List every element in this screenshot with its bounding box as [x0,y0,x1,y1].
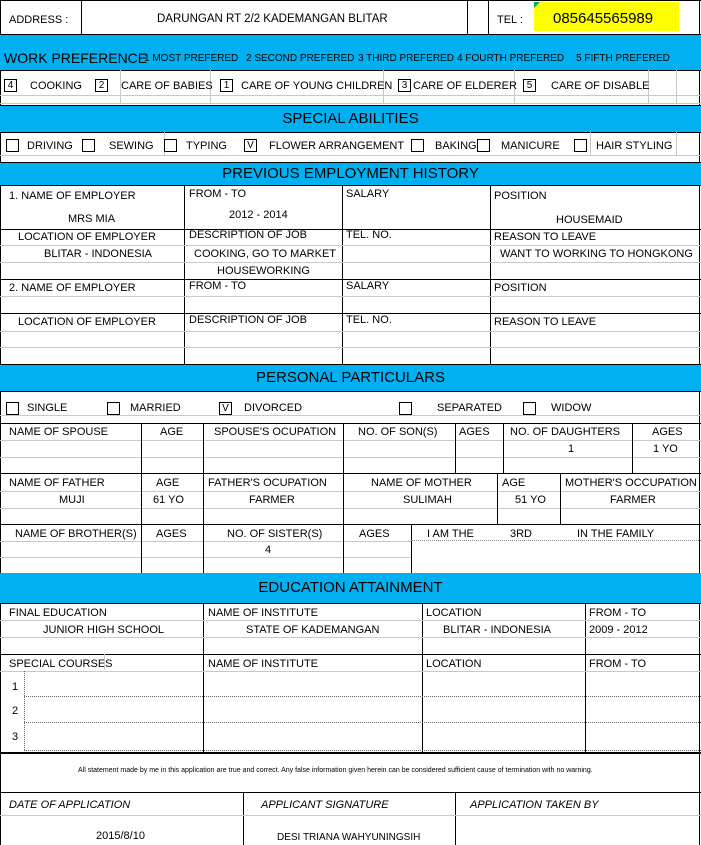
institute-label-1: NAME OF INSTITUTE [208,607,318,619]
description-value-1a[interactable]: COOKING, GO TO MARKET [194,248,337,260]
ability-check-typing[interactable] [164,139,177,152]
position-label-2: POSITION [494,282,547,294]
father-occ-label: FATHER'S OCUPATION [208,477,327,489]
mother-label: NAME OF MOTHER [371,477,472,489]
from-to-label-edu-2: FROM - TO [589,658,647,670]
salary-label-2: SALARY [346,280,390,292]
course-row-number-1: 1 [12,681,19,693]
status-label-married: MARRIED [130,402,181,414]
applicant-signature-label: APPLICANT SIGNATURE [261,799,389,811]
mother-age-label: AGE [502,477,526,489]
ability-label-typing: TYPING [186,140,227,152]
course-row-number-3: 3 [12,731,19,743]
ability-check-manicure[interactable] [477,139,490,152]
pref-label-babies: CARE OF BABIES [121,80,213,92]
location-label-1: LOCATION OF EMPLOYER [18,231,156,243]
reason-value-1[interactable]: WANT TO WORKING TO HONGKONG [500,248,693,260]
mother-occ-value[interactable]: FARMER [610,494,656,506]
tel-label: TEL : [497,14,523,26]
pref-label-disable: CARE OF DISABLE [551,80,650,92]
description-label-1: DESCRIPTION OF JOB [189,229,307,241]
employer1-label: 1. NAME OF EMPLOYER [9,190,136,202]
pref-label-cooking: COOKING [30,80,82,92]
status-check-married[interactable] [107,402,120,415]
i-am-the-label: I AM THE [427,528,474,540]
address-value[interactable]: DARUNGAN RT 2/2 KADEMANGAN BLITAR [157,13,388,25]
work-preference-title: WORK PREFERENCE [4,50,148,66]
status-label-single: SINGLE [27,402,68,414]
address-label: ADDRESS : [9,14,69,26]
ability-label-flower: FLOWER ARRANGEMENT [269,140,405,152]
father-label: NAME OF FATHER [9,477,105,489]
status-check-widow[interactable] [523,402,536,415]
spouse-label: NAME OF SPOUSE [9,426,109,438]
ability-check-hair[interactable] [574,139,587,152]
institute-value[interactable]: STATE OF KADEMANGAN [246,624,380,636]
work-pref-legend-5: 5 FIFTH PREFERED [576,53,670,64]
work-pref-legend-3: 3 THIRD PREFERED [358,53,454,64]
spouse-age-label: AGE [160,426,184,438]
location-label-edu-2: LOCATION [426,658,482,670]
sisters-value[interactable]: 4 [265,544,272,556]
tel-label-1: TEL. NO. [346,229,392,241]
position-label-1: POSITION [494,190,547,202]
final-education-label: FINAL EDUCATION [9,607,107,619]
from-to-label-2: FROM - TO [189,280,247,292]
work-pref-legend-2: 2 SECOND PREFERED [246,53,355,64]
location-value-edu[interactable]: BLITAR - INDONESIA [443,624,551,636]
employer2-label: 2. NAME OF EMPLOYER [9,282,136,294]
employer1-value[interactable]: MRS MIA [68,213,116,225]
mother-occ-label: MOTHER'S OCCUPATION [565,477,697,489]
location-label-2: LOCATION OF EMPLOYER [18,316,156,328]
status-check-divorced[interactable]: V [219,402,232,415]
from-to-label-edu-1: FROM - TO [589,607,647,619]
daughters-label: NO. OF DAUGHTERS [510,426,621,438]
declaration-statement: All statement made by me in this application are true and correct. Any false information given herein can be considered sufficient cause of termination with no warning. [78,767,593,774]
father-value[interactable]: MUJI [59,494,85,506]
mother-age-value[interactable]: 51 YO [515,494,546,506]
position-value-1[interactable]: HOUSEMAID [556,214,623,226]
pref-rank-young-children[interactable]: 1 [220,79,233,92]
daughters-ages-value[interactable]: 1 YO [653,443,678,455]
pref-rank-babies[interactable]: 2 [95,79,108,92]
personal-title: PERSONAL PARTICULARS [256,369,445,386]
sons-ages-label: AGES [459,426,490,438]
comment-flag-icon [534,2,540,8]
courses-label: SPECIAL COURSES [9,658,113,670]
date-of-application-label: DATE OF APPLICATION [9,799,131,811]
work-pref-legend-1: 1 MOST PREFERED [144,53,239,64]
application-taken-by-label: APPLICATION TAKEN BY [470,799,599,811]
employment-title: PREVIOUS EMPLOYMENT HISTORY [222,165,479,182]
tel-value[interactable]: 085645565989 [553,10,654,27]
institute-label-2: NAME OF INSTITUTE [208,658,318,670]
from-to-value-1[interactable]: 2012 - 2014 [229,209,288,221]
special-abilities-title: SPECIAL ABILITIES [282,110,419,127]
father-age-value[interactable]: 61 YO [153,494,184,506]
sisters-label: NO. OF SISTER(S) [227,528,323,540]
applicant-signature-value[interactable]: DESI TRIANA WAHYUNINGSIH [277,832,421,843]
description-label-2: DESCRIPTION OF JOB [189,314,307,326]
sisters-ages-label: AGES [359,528,390,540]
salary-label-1: SALARY [346,188,390,200]
status-label-divorced: DIVORCED [244,402,303,414]
ability-label-driving: DRIVING [27,140,73,152]
work-pref-legend-4: 4 FOURTH PREFERED [457,53,565,64]
location-label-edu-1: LOCATION [426,607,482,619]
daughters-ages-label: AGES [652,426,683,438]
status-label-separated: SEPARATED [437,402,502,414]
ability-label-sewing: SEWING [109,140,154,152]
final-education-value[interactable]: JUNIOR HIGH SCHOOL [43,624,165,636]
brothers-label: NAME OF BROTHER(S) [15,528,137,540]
ability-check-baking[interactable] [411,139,424,152]
pref-rank-elderer[interactable]: 3 [398,79,411,92]
sons-label: NO. OF SON(S) [358,426,438,438]
daughters-value[interactable]: 1 [568,443,575,455]
education-title: EDUCATION ATTAINMENT [258,579,443,596]
from-to-value-edu[interactable]: 2009 - 2012 [589,624,648,636]
brothers-ages-label: AGES [156,528,187,540]
ability-label-manicure: MANICURE [501,140,560,152]
reason-label-1: REASON TO LEAVE [494,231,597,243]
ability-check-flower[interactable]: V [244,139,257,152]
status-check-separated[interactable] [399,402,412,415]
mother-value[interactable]: SULIMAH [403,494,452,506]
family-rank-value[interactable]: 3RD [510,528,533,540]
ability-check-driving[interactable] [6,139,19,152]
pref-label-young-children: CARE OF YOUNG CHILDREN [241,80,393,92]
pref-rank-cooking[interactable]: 4 [4,79,17,92]
father-occ-value[interactable]: FARMER [249,494,295,506]
in-family-label: IN THE FAMILY [577,528,655,540]
date-of-application-value[interactable]: 2015/8/10 [96,830,145,842]
course-row-number-2: 2 [12,705,19,717]
description-value-1b[interactable]: HOUSEWORKING [217,265,310,277]
tel-label-2: TEL. NO. [346,314,392,326]
reason-label-2: REASON TO LEAVE [494,316,597,328]
ability-check-sewing[interactable] [82,139,95,152]
status-check-single[interactable] [6,402,19,415]
pref-rank-disable[interactable]: 5 [523,79,536,92]
spouse-occ-label: SPOUSE'S OCUPATION [214,426,337,438]
location-value-1[interactable]: BLITAR - INDONESIA [44,248,152,260]
status-label-widow: WIDOW [551,402,592,414]
from-to-label-1: FROM - TO [189,188,247,200]
father-age-label: AGE [156,477,180,489]
ability-label-hair: HAIR STYLING [596,140,673,152]
ability-label-baking: BAKING [435,140,477,152]
pref-label-elderer: CARE OF ELDERER [413,80,517,92]
